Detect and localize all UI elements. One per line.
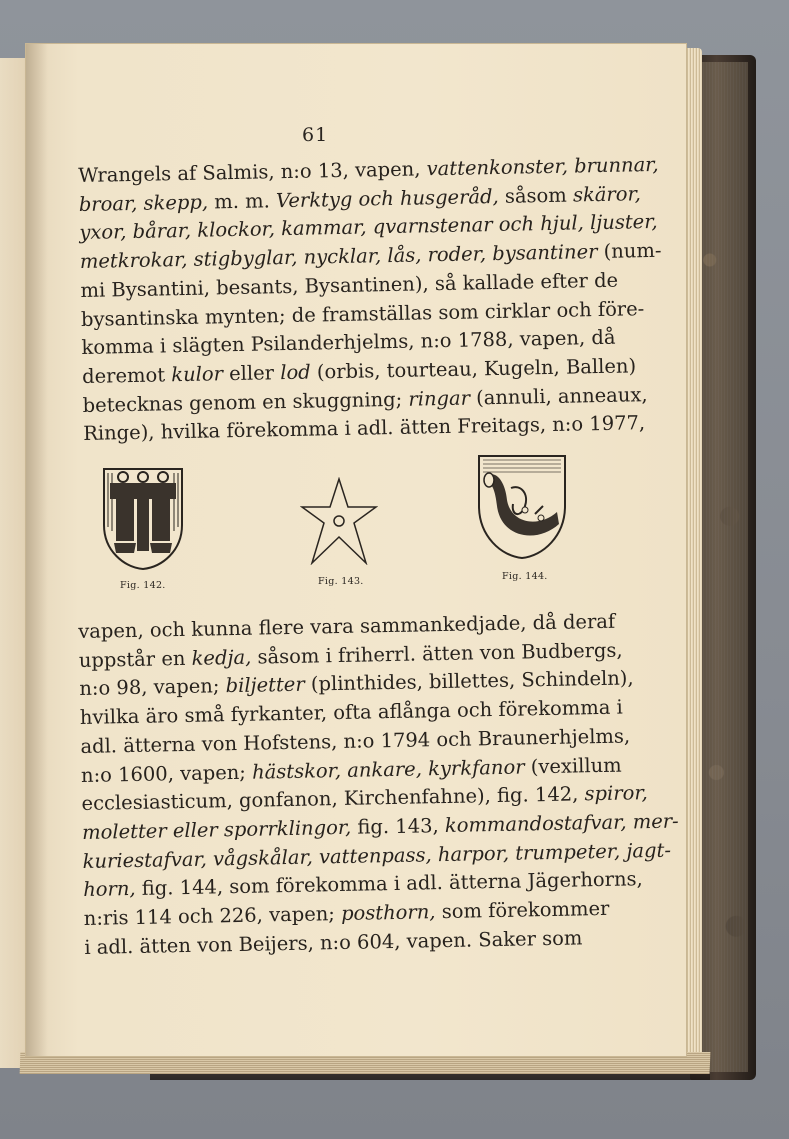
- italic-term: hästskor, ankare, kyrkfanor: [251, 754, 525, 784]
- text-segment: (annuli, anneaux,: [469, 382, 648, 410]
- church-banner-shield-icon: [102, 467, 184, 571]
- text-segment: n:ris 114 och 226, vapen;: [83, 902, 342, 930]
- italic-term: moletter eller sporrklingor,: [81, 815, 352, 844]
- text-segment: eller: [222, 361, 281, 386]
- text-segment: Ringe), hvilka förekomma i adl. ätten Freitags, n:o 1977,: [82, 411, 646, 446]
- text-segment: adl. ätterna von Hofstens, n:o 1794 och Braunerhjelms,: [80, 724, 631, 758]
- text-segment: n:o 98, vapen;: [79, 674, 226, 701]
- figure-142-caption: Fig. 142.: [120, 580, 166, 591]
- italic-term: posthorn,: [340, 900, 436, 926]
- text-segment: (vexillum: [524, 753, 622, 778]
- figure-143-caption: Fig. 143.: [318, 576, 364, 587]
- text-segment: fig. 144, som förekomma i adl. ätterna Jägerhorns,: [135, 867, 643, 901]
- text-segment: komma i slägten Psilanderhjelms, n:o 1788, vapen, då: [81, 325, 616, 360]
- text-segment: hvilka äro små fyrkanter, ofta aflånga och förekomma i: [79, 695, 624, 730]
- italic-term: kedja,: [191, 645, 252, 670]
- italic-term: spiror,: [584, 781, 648, 806]
- figure-142: [102, 467, 184, 571]
- italic-term: yxor, bårar, klockor, kammar, qvarnstenar och hjul, ljuster,: [79, 210, 658, 245]
- hunting-horn-shield-icon: [477, 454, 567, 560]
- paragraph-top: [78, 152, 662, 449]
- text-segment: uppstår en: [78, 646, 192, 672]
- text-segment: (num-: [597, 238, 662, 264]
- spur-rowel-star-icon: [300, 477, 378, 565]
- figure-144: [477, 454, 567, 560]
- figure-144-caption: Fig. 144.: [502, 571, 548, 582]
- text-segment: m. m.: [207, 188, 277, 214]
- text-segment: betecknas genom en skuggning;: [82, 387, 409, 417]
- italic-term: broar, skepp,: [78, 190, 209, 216]
- text-segment: (plinthides, billettes, Schindeln),: [304, 666, 634, 697]
- spine-shadow: [26, 44, 48, 1056]
- italic-term: lod: [279, 360, 311, 385]
- text-segment: såsom: [498, 183, 574, 208]
- italic-term: biljetter: [225, 673, 305, 698]
- text-segment: Wrangels af Salmis, n:o 13, vapen,: [78, 157, 427, 187]
- text-segment: som förekommer: [435, 896, 610, 924]
- paragraph-bottom: [78, 608, 679, 962]
- italic-term: metkrokar, stigbyglar, nycklar, lås, roder, bysantiner: [79, 240, 598, 274]
- text-segment: n:o 1600, vapen;: [80, 760, 253, 787]
- text-segment: såsom i friherrl. ätten von Budbergs,: [251, 638, 623, 669]
- italic-term: horn,: [82, 877, 136, 902]
- text-segment: vapen, och kunna flere vara sammankedjade, då deraf: [78, 609, 616, 643]
- italic-term: kuriestafvar, vågskålar, vattenpass, harpor, trumpeter, jagt-: [82, 838, 672, 873]
- italic-term: ringar: [408, 386, 471, 411]
- italic-term: vattenkonster, brunnar,: [426, 152, 659, 181]
- italic-term: skäror,: [572, 181, 642, 207]
- text-segment: bysantinska mynten; de framställas som cirklar och före-: [80, 296, 645, 331]
- text-segment: i adl. ätten von Beijers, n:o 604, vapen. Saker som: [84, 926, 583, 959]
- text-segment: ecclesiasticum, gonfanon, Kirchenfahne), fig. 142,: [81, 782, 585, 816]
- page-number: 61: [302, 124, 329, 146]
- figure-143: [300, 477, 378, 565]
- text-segment: mi Bysantini, besants, Bysantinen), så kallade efter de: [80, 268, 619, 302]
- cover-texture: [700, 62, 748, 1072]
- italic-term: Verktyg och husgeråd,: [275, 184, 499, 212]
- text-segment: (orbis, tourteau, Kugeln, Ballen): [310, 354, 637, 384]
- text-segment: fig. 143,: [350, 813, 446, 839]
- italic-term: kulor: [171, 362, 224, 387]
- italic-term: kommandostafvar, mer-: [444, 809, 679, 837]
- text-segment: deremot: [81, 363, 172, 388]
